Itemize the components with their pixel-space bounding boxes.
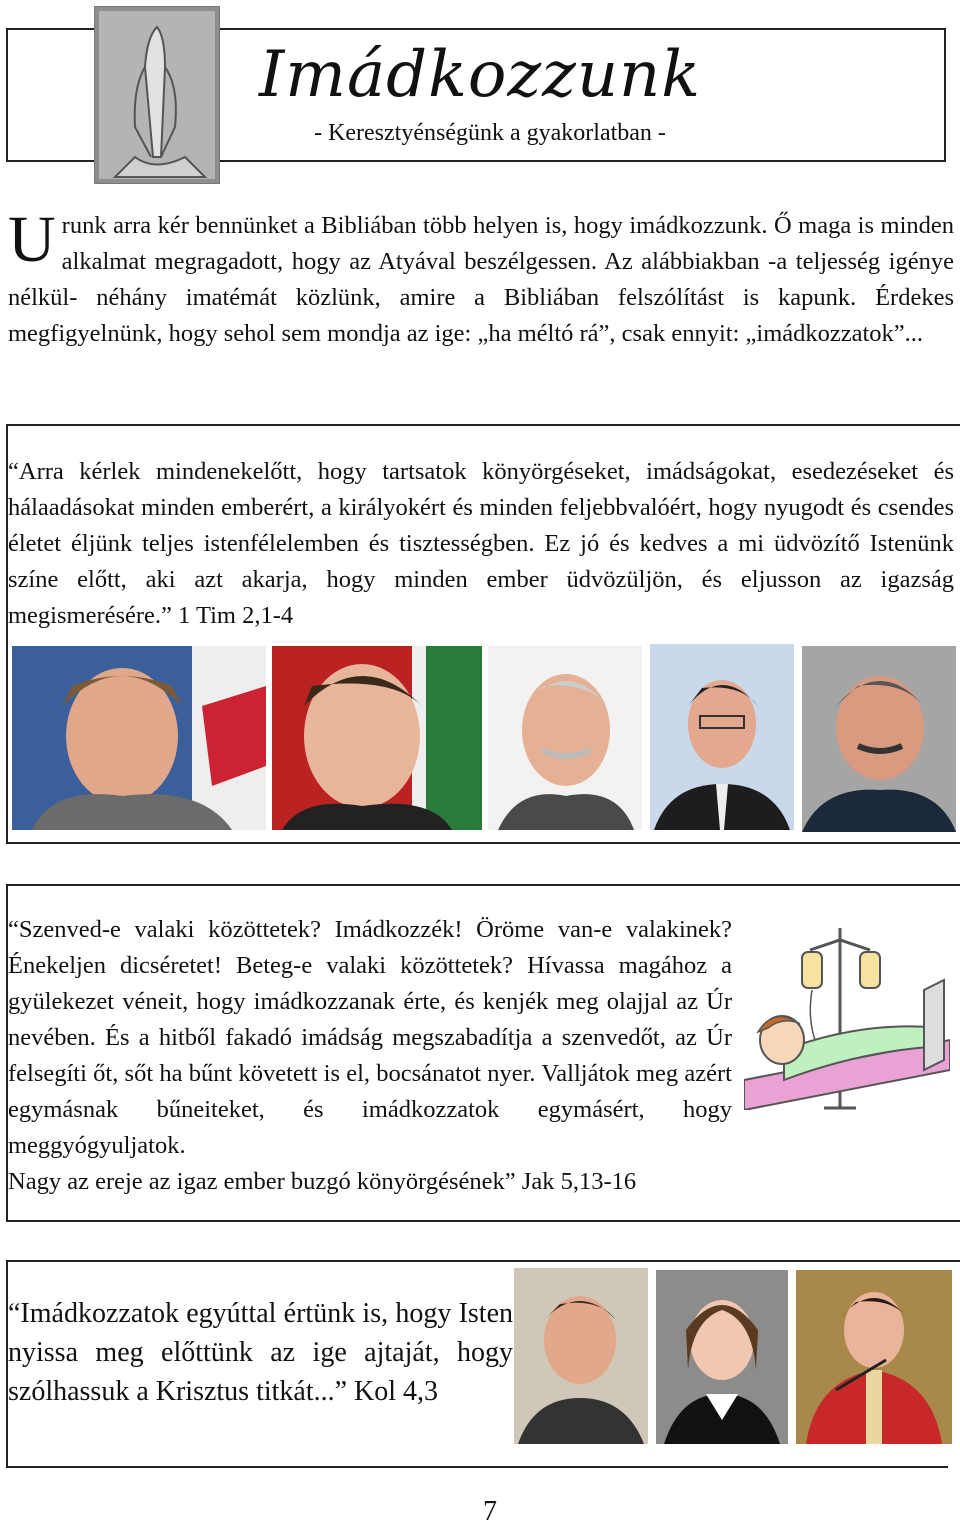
intro-paragraph [8,203,954,352]
quote-2-text: “Szenved-e valaki közöttetek? Imádkozzék! Öröme van-e valakinek? Énekeljen dicséretet! Beteg-e valaki közöttetek? Hívassa magához a gyülekezet véneit, hogy imádkozzanak érte, és kenjék meg olajjal az Úr nevében. És a hitből fakadó imádság megszabadítja a szenvedőt, az Úr felsegíti őt, sőt ha bűnt követett is el, bocsánatot nyer. Valljátok meg azért egymásnak bűneiteket, és imádkozzatok egymásért, hogy meggyógyuljatok. [8,916,732,1159]
quote-2-last-line: Nagy az ereje az igaz ember buzgó könyörgésének” Jak 5,13-16 [8,1168,637,1195]
portrait-photo-3 [488,646,642,830]
page-title: Imádkozzunk [258,38,702,112]
portrait-photo-7 [656,1270,788,1444]
bottom-rule [6,1466,948,1468]
intro-text: runk arra kér bennünket a Bibliában több helyen is, hogy imádkozzunk. Ő maga is minden alkalmat megragadott, hogy az Atyával beszélgessen. Az alábbiakban -a teljesség igénye nélkül- néhány imatémát közlünk, amire a Bibliában felszólítást is kapunk. Érdekes megfigyelnünk, hogy sehol sem mondja az ige: „ha méltó rá”, csak ennyit: „imádkozzatok”... [8,212,954,347]
portrait-photo-2 [272,646,482,830]
quote-3-text: “Imádkozzatok egyúttal értünk is, hogy Isten nyissa meg előttünk az ige ajtaját, hogy szólhassuk a Krisztus titkát...” Kol 4,3 [8,1298,513,1407]
quote-1-text: “Arra kérlek mindenekelőtt, hogy tartsatok könyörgéseket, imádságokat, esedezéseket és hálaadásokat minden emberért, a királyokért és minden feljebbvalóért, hogy nyugodt és csendes életet éljünk teljes istenfélelemben és tisztességben. Ez jó és kedves a mi üdvözítő Istenünk színe előtt, aki azt akarja, hogy minden ember üdvözüljön, és eljusson az igazság megismerésére.” 1 Tim 2,1-4 [8,458,954,629]
page-subtitle: - Keresztyénségünk a gyakorlatban - [314,120,666,146]
sick-patient-icon [744,920,950,1110]
drop-cap: U [8,203,56,276]
praying-hands-icon [94,6,220,184]
page-number: 7 [483,1496,497,1527]
portrait-photo-1 [12,646,266,830]
portrait-photo-4 [650,644,794,830]
portrait-photo-5 [802,646,956,832]
portrait-photo-8 [796,1270,952,1444]
portrait-photo-6 [514,1268,648,1444]
